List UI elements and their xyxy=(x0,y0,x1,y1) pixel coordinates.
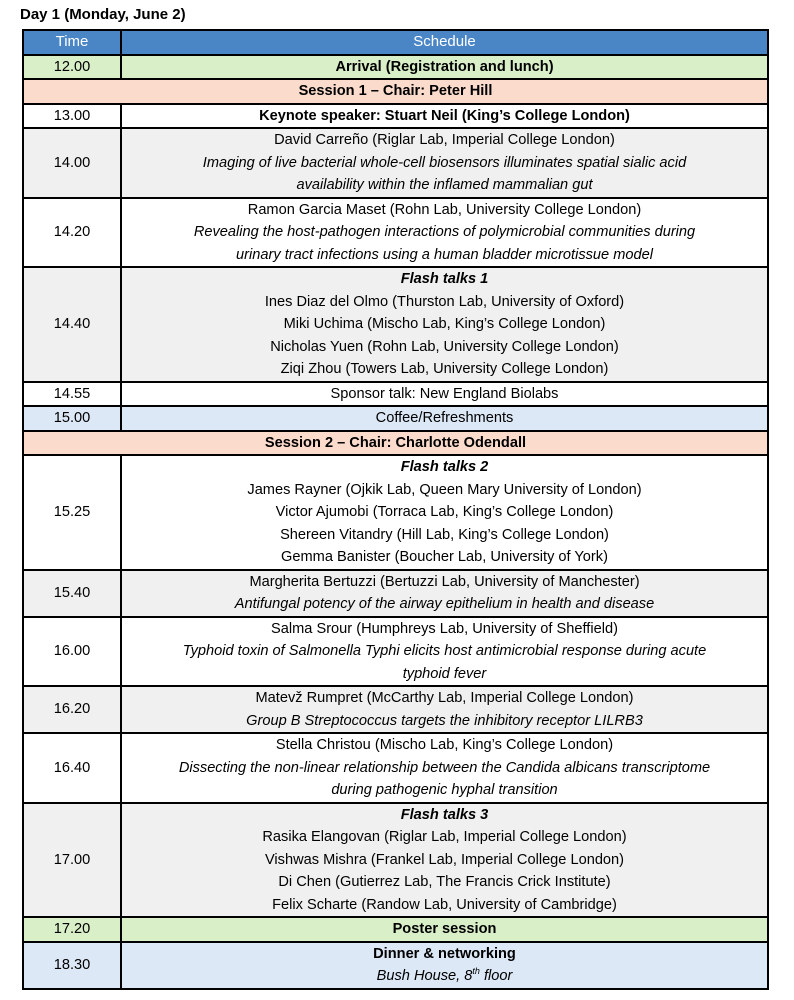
session-row xyxy=(23,79,768,104)
time-cell: 14.55 xyxy=(23,382,121,407)
time-cell: 14.20 xyxy=(23,198,121,268)
talk-cell xyxy=(121,198,768,268)
speaker: Di Chen (Gutierrez Lab, The Francis Crick Institute) xyxy=(278,874,611,890)
table-row xyxy=(23,803,768,918)
table-row xyxy=(23,406,768,431)
flash-talks-cell xyxy=(121,455,768,570)
time-cell: 17.00 xyxy=(23,803,121,918)
speaker: James Rayner (Ojkik Lab, Queen Mary University of London) xyxy=(247,481,642,498)
speaker: Stella Christou (Mischo Lab, King’s College London) xyxy=(275,737,614,753)
flash-talks-title: Flash talks 2 xyxy=(400,459,489,475)
talk-cell xyxy=(121,617,768,687)
session-title: Session 2 – Chair: Charlotte Odendall xyxy=(23,431,768,456)
table-row xyxy=(23,942,768,989)
time-cell: 16.20 xyxy=(23,686,121,733)
time-cell: 15.00 xyxy=(23,406,121,431)
event-cell: Poster session xyxy=(121,917,768,942)
speaker: Matevž Rumpret (McCarthy Lab, Imperial College London) xyxy=(255,690,634,706)
table-row xyxy=(23,128,768,198)
speaker: Rasika Elangovan (Riglar Lab, Imperial College London) xyxy=(262,829,627,845)
session-title: Session 1 – Chair: Peter Hill xyxy=(23,79,768,104)
talk-title: during pathogenic hyphal transition xyxy=(331,782,558,798)
talk-cell xyxy=(121,686,768,733)
event-cell: Coffee/Refreshments xyxy=(121,406,768,431)
table-row xyxy=(23,917,768,942)
speaker: Gemma Banister (Boucher Lab, University of York) xyxy=(281,549,608,565)
talk-title: Antifungal potency of the airway epithelium in health and disease xyxy=(234,596,655,612)
event-cell: Arrival (Registration and lunch) xyxy=(121,55,768,80)
talk-title: Imaging of live bacterial whole-cell biosensors illuminates spatial sialic acid xyxy=(202,154,687,171)
speaker: Salma Srour (Humphreys Lab, University of Sheffield) xyxy=(271,620,618,637)
table-row xyxy=(23,198,768,268)
time-cell: 15.25 xyxy=(23,455,121,570)
table-row xyxy=(23,686,768,733)
table-row xyxy=(23,55,768,80)
speaker: Ziqi Zhou (Towers Lab, University College London) xyxy=(280,361,609,377)
talk-cell xyxy=(121,128,768,198)
talk-title: Revealing the host-pathogen interactions of polymicrobial communities during xyxy=(193,224,696,240)
speaker: Nicholas Yuen (Rohn Lab, University College London) xyxy=(270,338,619,355)
speaker: Miki Uchima (Mischo Lab, King’s College London) xyxy=(283,316,606,332)
talk-title: typhoid fever xyxy=(402,665,487,682)
time-cell: 14.00 xyxy=(23,128,121,198)
time-cell: 12.00 xyxy=(23,55,121,80)
time-cell: 17.20 xyxy=(23,917,121,942)
time-column-header: Time xyxy=(23,30,121,55)
schedule-column-header: Schedule xyxy=(121,30,768,55)
speaker: Victor Ajumobi (Torraca Lab, King’s College London) xyxy=(275,504,614,520)
flash-talks-title: Flash talks 3 xyxy=(400,806,489,823)
table-row xyxy=(23,733,768,803)
day-title: Day 1 (Monday, June 2) xyxy=(20,6,186,23)
time-cell: 16.40 xyxy=(23,733,121,803)
table-header-row xyxy=(23,30,768,55)
event-cell: Sponsor talk: New England Biolabs xyxy=(121,382,768,407)
speaker: Margherita Bertuzzi (Bertuzzi Lab, University of Manchester) xyxy=(249,573,640,590)
table-row xyxy=(23,617,768,687)
time-cell: 16.00 xyxy=(23,617,121,687)
table-row xyxy=(23,455,768,570)
talk-title: Typhoid toxin of Salmonella Typhi elicits host antimicrobial response during acute xyxy=(182,643,707,659)
speaker: Ramon Garcia Maset (Rohn Lab, University College London) xyxy=(247,201,642,218)
table-row xyxy=(23,104,768,129)
keynote-cell: Keynote speaker: Stuart Neil (King’s College London) xyxy=(121,104,768,129)
speaker: Shereen Vitandry (Hill Lab, King’s College London) xyxy=(280,526,609,543)
time-cell: 14.40 xyxy=(23,267,121,382)
flash-talks-cell xyxy=(121,803,768,918)
table-row xyxy=(23,570,768,617)
talk-cell xyxy=(121,570,768,617)
table-row xyxy=(23,267,768,382)
flash-talks-cell xyxy=(121,267,768,382)
talk-title: Dissecting the non-linear relationship between the Candida albicans transcriptome xyxy=(178,759,711,776)
session-row xyxy=(23,431,768,456)
talk-title: Group B Streptococcus targets the inhibitory receptor LILRB3 xyxy=(246,712,643,729)
venue-label: Bush House, 8th floor xyxy=(376,966,513,984)
speaker: Vishwas Mishra (Frankel Lab, Imperial College London) xyxy=(264,851,625,868)
dinner-label: Dinner & networking xyxy=(373,945,516,962)
speaker: David Carreño (Riglar Lab, Imperial College London) xyxy=(274,132,615,148)
schedule-table xyxy=(22,29,769,990)
event-cell xyxy=(121,942,768,989)
speaker: Felix Scharte (Randow Lab, University of Cambridge) xyxy=(272,896,617,913)
speaker: Ines Diaz del Olmo (Thurston Lab, University of Oxford) xyxy=(264,293,625,310)
table-row xyxy=(23,382,768,407)
talk-title: availability within the inflamed mammalian gut xyxy=(296,177,593,193)
time-cell: 18.30 xyxy=(23,942,121,989)
talk-title: urinary tract infections using a human bladder microtissue model xyxy=(236,246,653,263)
flash-talks-title: Flash talks 1 xyxy=(400,271,489,287)
talk-cell xyxy=(121,733,768,803)
time-cell: 13.00 xyxy=(23,104,121,129)
time-cell: 15.40 xyxy=(23,570,121,617)
